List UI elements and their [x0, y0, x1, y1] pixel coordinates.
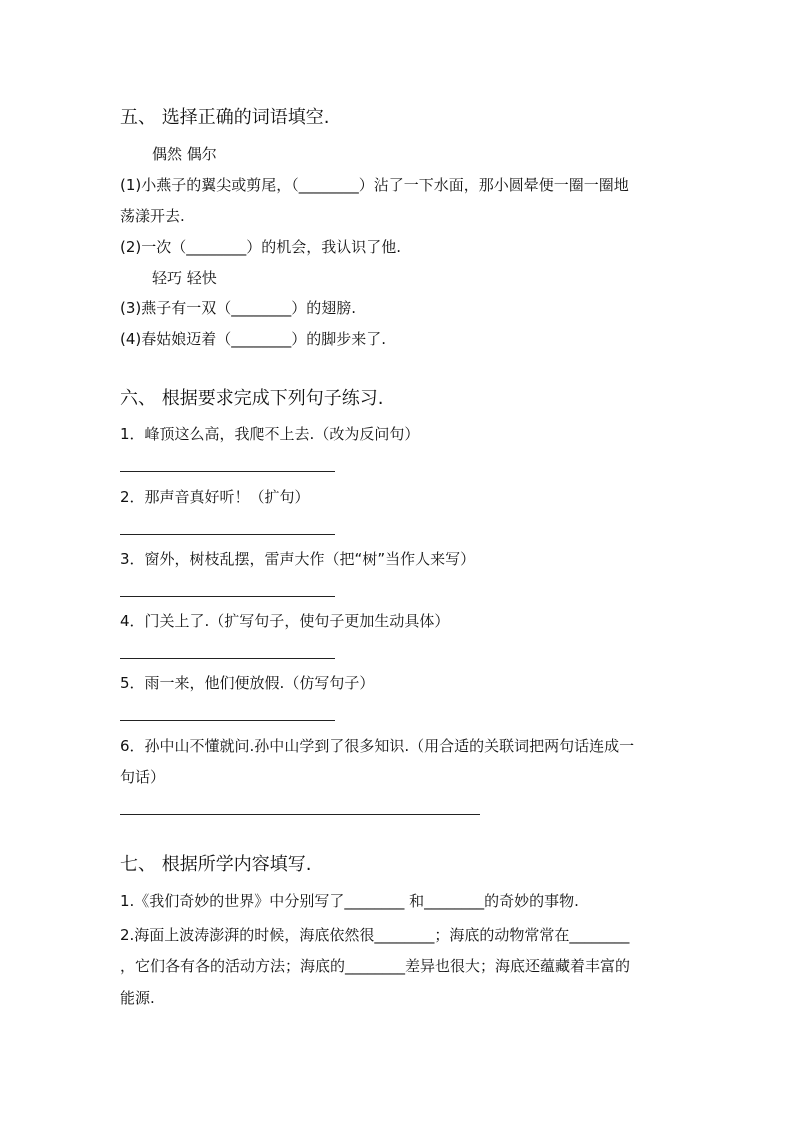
answer-line-6-4	[120, 658, 335, 659]
question-6-6-line1: 6．孙中山不懂就问.孙中山学到了很多知识.（用合适的关联词把两句话连成一	[120, 737, 635, 755]
answer-line-6-3	[120, 596, 335, 597]
question-5-2: (2)一次（________）的机会，我认识了他.	[120, 238, 402, 256]
question-5-4: (4)春姑娘迈着（________）的脚步来了.	[120, 330, 387, 348]
answer-line-6-5	[120, 720, 335, 721]
question-7-2-line1: 2.海面上波涛澎湃的时候，海底依然很________；海底的动物常常在________	[120, 926, 630, 944]
question-6-1: 1．峰顶这么高，我爬不上去.（改为反问句）	[120, 425, 420, 443]
question-6-2: 2．那声音真好听！（扩句）	[120, 488, 310, 506]
word-group-1: 偶然 偶尔	[152, 145, 217, 163]
question-5-3: (3)燕子有一双（________）的翅膀.	[120, 299, 357, 317]
section-6-title: 六、 根据要求完成下列句子练习.	[120, 388, 384, 409]
section-7-title: 七、 根据所学内容填写.	[120, 854, 312, 875]
answer-line-6-6	[120, 814, 480, 815]
question-5-1-line1: (1)小燕子的翼尖或剪尾，（________）沾了一下水面，那小圆晕便一圈一圈地	[120, 176, 629, 194]
answer-line-6-1	[120, 471, 335, 472]
section-5-title: 五、 选择正确的词语填空.	[120, 107, 330, 128]
question-7-2-line3: 能源.	[120, 989, 155, 1007]
question-7-2-line2: ，它们各有各的活动方法；海底的________差异也很大；海底还蕴藏着丰富的	[120, 957, 631, 975]
question-6-5: 5．雨一来，他们便放假.（仿写句子）	[120, 674, 375, 692]
question-6-3: 3．窗外，树枝乱摆，雷声大作（把“树”当作人来写）	[120, 550, 476, 568]
question-5-1-line2: 荡漾开去.	[120, 207, 185, 225]
question-6-6-line2: 句话）	[120, 768, 166, 786]
word-group-2: 轻巧 轻快	[152, 269, 217, 287]
answer-line-6-2	[120, 534, 335, 535]
question-6-4: 4．门关上了.（扩写句子，使句子更加生动具体）	[120, 612, 450, 630]
question-7-1: 1.《我们奇妙的世界》中分别写了________ 和________的奇妙的事物.	[120, 892, 579, 910]
